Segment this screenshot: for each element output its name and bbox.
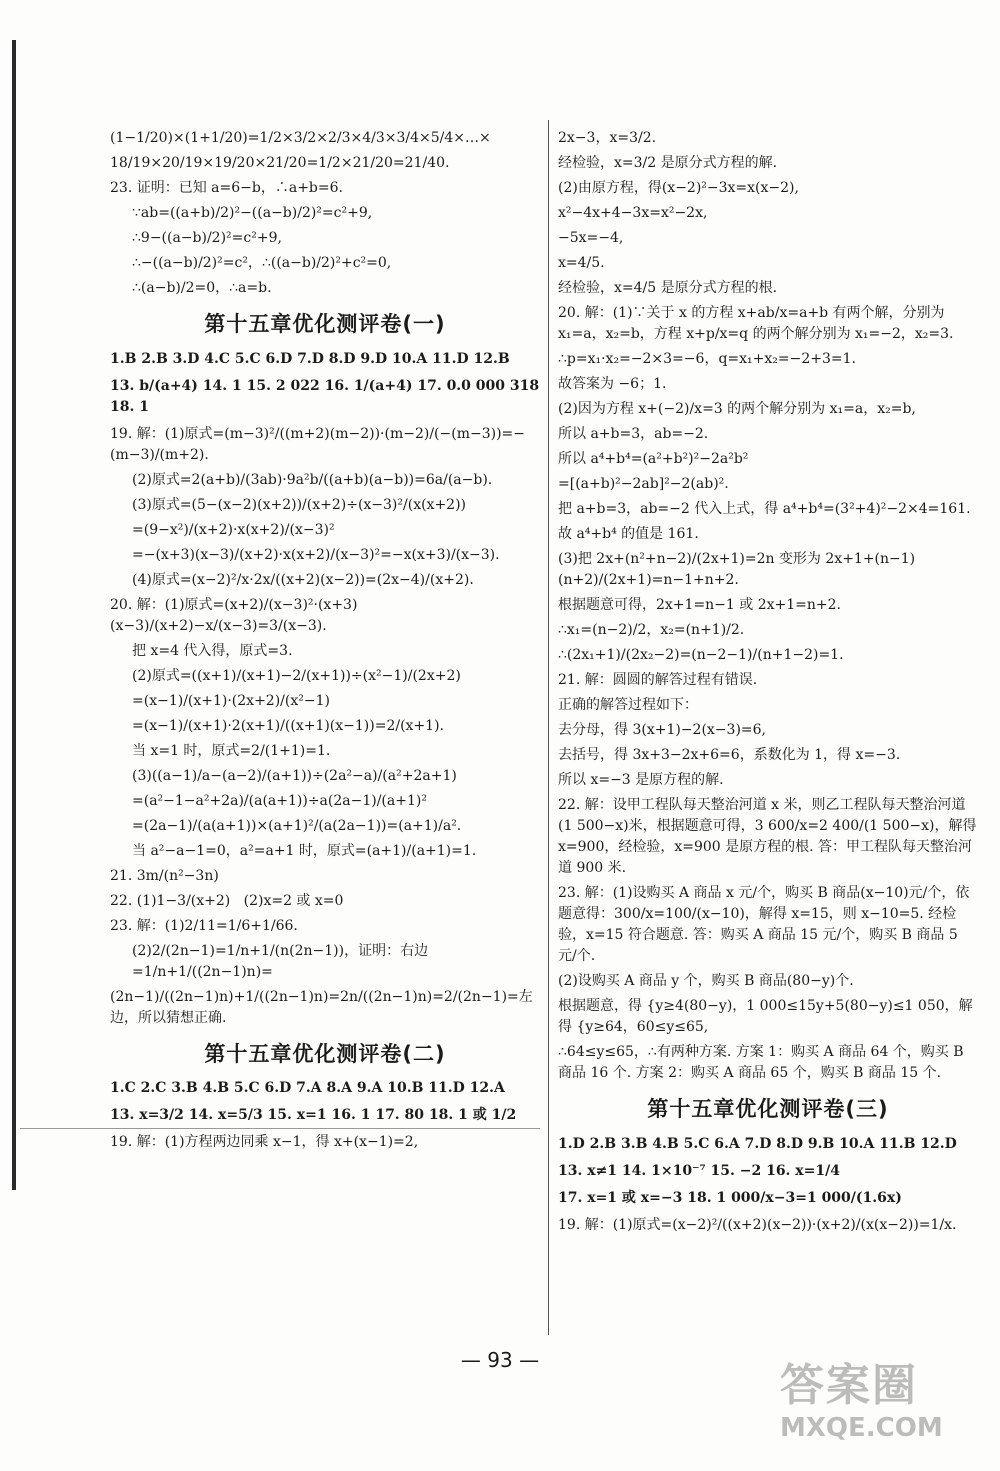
text-line: 去分母，得 3(x+1)−2(x−3)=6, [558, 722, 766, 738]
right-column [558, 128, 981, 1240]
fill-answers: 13. b/(a+4) 14. 1 15. 2 022 16. 1/(a+4) 17. 0.0 000 318 18. 1 [110, 377, 540, 415]
text-line: 19. 解：(1)原式=(x−2)²/((x+2)(x−2))·(x+2)/(x(x−2))=1/x. [558, 1216, 957, 1233]
text-line: x²−4x+4−3x=x²−2x, [558, 205, 708, 221]
fill-answers: 13. x≠1 14. 1×10⁻⁷ 15. −2 16. x=1/4 [558, 1162, 840, 1179]
text-line: 18/19×20/19×19/20×21/20=1/2×21/20=21/40. [110, 155, 450, 171]
text-line: ∴9−((a−b)/2)²=c²+9, [132, 230, 282, 246]
text-line: 根据题意，得 {y≥4(80−y)，1 000≤15y+5(80−y)≤1 050，解得 {y≥64，60≤y≤65, [558, 998, 973, 1035]
text-line: (2)原式=((x+1)/(x+1)−2/(x+1))÷(x²−1)/(2x+2) [132, 667, 461, 684]
column-divider [548, 120, 549, 1335]
text-line: 所以 a+b=3，ab=−2. [558, 426, 709, 442]
text-line: 故答案为 −6；1. [558, 376, 667, 392]
text-line: 所以 a⁴+b⁴=(a²+b²)²−2a²b² [558, 451, 749, 467]
text-line: (2)原式=2(a+b)/(3ab)·9a²b/((a+b)(a−b))=6a/(a−b). [132, 471, 493, 488]
text-line: ∴64≤y≤65，∴有两种方案. 方案 1：购买 A 商品 64 个，购买 B 商品 16 个. 方案 2：购买 A 商品 65 个，购买 B 商品 15 个. [558, 1044, 968, 1081]
text-line: (2)2/(2n−1)=1/n+1/(n(2n−1))，证明：右边=1/n+1/((2n−1)n)= [132, 942, 429, 980]
text-line: 所以 x=−3 是原方程的解. [558, 772, 724, 788]
text-line: (2n−1)/((2n−1)n)+1/((2n−1)n)=2n/((2n−1)n)=2/(2n−1)=左边，所以猜想正确. [110, 988, 533, 1026]
text-line: 经检验，x=4/5 是原分式方程的根. [558, 280, 778, 296]
choice-answers: 1.B 2.B 3.D 4.C 5.C 6.D 7.D 8.D 9.D 10.A 11.D 12.B [110, 350, 510, 367]
text-line: 把 a+b=3，ab=−2 代入上式，得 a⁴+b⁴=(3²+4)²−2×4=161. [558, 501, 971, 517]
text-line: ∴−((a−b)/2)²=c²，∴((a−b)/2)²+c²=0, [132, 255, 392, 271]
text-line: 把 x=4 代入得，原式=3. [132, 642, 293, 659]
text-line: ∵ab=((a+b)/2)²−((a−b)/2)²=c²+9, [132, 205, 373, 221]
text-line: 当 x=1 时，原式=2/(1+1)=1. [132, 742, 331, 759]
text-line: =−(x+3)(x−3)/(x+2)·x(x+2)/(x−3)²=−x(x+3)/(x−3). [132, 546, 500, 563]
text-line: =(a²−1−a²+2a)/(a(a+1))÷a(2a−1)/(a+1)² [132, 792, 427, 809]
text-line: 19. 解：(1)原式=(m−3)²/((m+2)(m−2))·(m−2)/(−(m−3))=−(m−3)/(m+2). [110, 425, 525, 463]
text-line: (1−1/20)×(1+1/20)=1/2×3/2×2/3×4/3×3/4×5/4×…× [110, 130, 491, 146]
text-line: 正确的解答过程如下： [558, 697, 698, 713]
text-line: 21. 解：圆圆的解答过程有错误. [558, 672, 758, 688]
text-line: 21. 3m/(n²−3n) [110, 867, 219, 884]
text-line: (4)原式=(x−2)²/x·2x/((x+2)(x−2))=(2x−4)/(x+2). [132, 571, 474, 588]
text-line: =(9−x²)/(x+2)·x(x+2)/(x−3)² [132, 521, 335, 538]
text-line: =(x−1)/(x+1)·(2x+2)/(x²−1) [132, 692, 330, 709]
text-line: 23. 证明：已知 a=6−b，∴a+b=6. [110, 180, 343, 196]
text-line: (2)由原方程，得(x−2)²−3x=x(x−2), [558, 180, 799, 196]
text-line: 当 a²−a−1=0，a²=a+1 时，原式=(a+1)/(a+1)=1. [132, 842, 477, 859]
left-column [110, 128, 540, 1157]
text-line: 经检验，x=3/2 是原分式方程的解. [558, 155, 778, 171]
text-line: =(x−1)/(x+1)·2(x+1)/((x+1)(x−1))=2/(x+1). [132, 717, 444, 734]
text-line: 22. 解：设甲工程队每天整治河道 x 米，则乙工程队每天整治河道(1 500−x)米，根据题意可得，3 600/x=2 400/(1 500−x)，解得 x=900，经检验，x=900 是原方程的根. 答：甲工程队每天整治河道 900 米. [558, 797, 981, 876]
binding-edge [12, 40, 16, 1190]
text-line: ∴x₁=(n−2)/2，x₂=(n+1)/2. [558, 622, 745, 638]
text-line: x=4/5. [558, 255, 605, 271]
text-line: =(2a−1)/(a(a+1))×(a+1)²/(a(2a−1))=(a+1)/a². [132, 817, 462, 834]
text-line: 故 a⁴+b⁴ 的值是 161. [558, 526, 699, 542]
watermark-url: MXQE.COM [780, 1413, 943, 1443]
text-line: (3)原式=(5−(x−2)(x+2))/(x+2)÷(x−3)²/(x(x+2)) [132, 496, 467, 513]
watermark-logo-text: 答案圈 [780, 1360, 918, 1411]
section-title: 第十五章优化测评卷(一) [204, 312, 446, 336]
section-title: 第十五章优化测评卷(三) [647, 1097, 889, 1121]
text-line: ∴(2x₁+1)/(2x₂−2)=(n−2−1)/(n+1−2)=1. [558, 647, 844, 663]
text-line: (3)((a−1)/a−(a−2)/(a+1))÷(2a²−a)/(a²+2a+1) [132, 767, 457, 784]
page-number: — 93 — [460, 1348, 540, 1372]
text-line: ∴p=x₁·x₂=−2×3=−6，q=x₁+x₂=−2+3=1. [558, 351, 856, 367]
choice-answers: 1.D 2.B 3.B 4.B 5.C 6.A 7.D 8.D 9.B 10.A 11.B 12.D [558, 1135, 957, 1152]
choice-answers: 1.C 2.C 3.B 4.B 5.C 6.D 7.A 8.A 9.A 10.B 11.D 12.A [110, 1080, 505, 1096]
text-line: 23. 解：(1)设购买 A 商品 x 元/个，购买 B 商品(x−10)元/个，依题意得：300/x=100/(x−10)，解得 x=15，则 x−10=5. 经检验，x=15 符合题意. 答：购买 A 商品 15 元/个，购买 B 商品 5 元/个. [558, 885, 970, 964]
text-line: (2)设购买 A 商品 y 个，购买 B 商品(80−y)个. [558, 973, 854, 989]
text-line: (3)把 2x+(n²+n−2)/(2x+1)=2n 变形为 2x+1+(n−1)(n+2)/(2x+1)=n−1+n+2. [558, 551, 916, 588]
text-line: 去括号，得 3x+3−2x+6=6，系数化为 1，得 x=−3. [558, 747, 901, 763]
text-line: 23. 解：(1)2/11=1/6+1/66. [110, 917, 298, 934]
fill-answers: 17. x=1 或 x=−3 18. 1 000/x−3=1 000/(1.6x) [558, 1189, 902, 1206]
text-line: ∴(a−b)/2=0，∴a=b. [132, 280, 272, 296]
text-line: =[(a+b)²−2ab]²−2(ab)². [558, 476, 729, 492]
text-line: 根据题意可得，2x+1=n−1 或 2x+1=n+2. [558, 597, 842, 613]
text-line: (2)因为方程 x+(−2)/x=3 的两个解分别为 x₁=a，x₂=b, [558, 401, 916, 417]
text-line: 19. 解：(1)方程两边同乘 x−1，得 x+(x−1)=2, [110, 1134, 419, 1150]
watermark-logo [780, 1349, 980, 1459]
fill-answers: 13. x=3/2 14. x=5/3 15. x=1 16. 1 17. 80 18. 1 或 1/2 [110, 1107, 517, 1123]
text-line: 20. 解：(1)∵关于 x 的方程 x+ab/x=a+b 有两个解，分别为 x₁=a，x₂=b，方程 x+p/x=q 的两个解分别为 x₁=−2，x₂=3. [558, 305, 954, 342]
text-line: 22. (1)1−3/(x+2) (2)x=2 或 x=0 [110, 892, 344, 909]
text-line: −5x=−4, [558, 230, 624, 246]
text-line: 20. 解：(1)原式=(x+2)/(x−3)²·(x+3)(x−3)/(x+2)−x/(x−3)=3/(x−3). [110, 596, 358, 634]
text-line: 2x−3，x=3/2. [558, 130, 657, 146]
section-title: 第十五章优化测评卷(二) [204, 1041, 446, 1066]
